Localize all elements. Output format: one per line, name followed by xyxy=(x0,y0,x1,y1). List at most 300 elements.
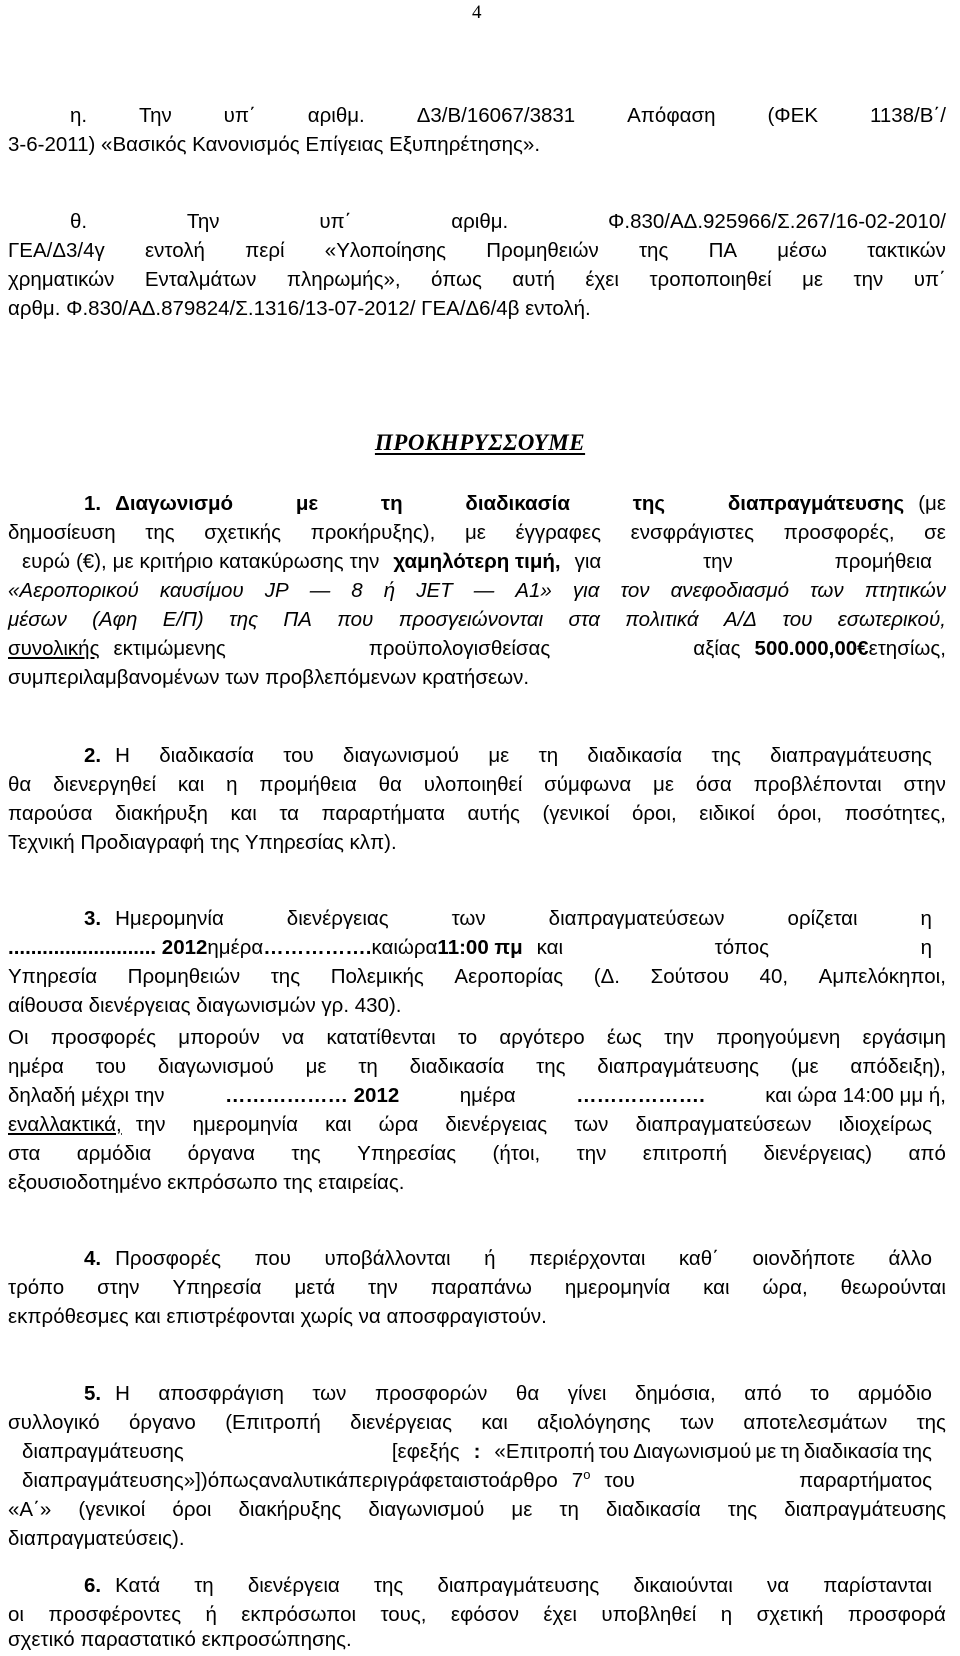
paragraph-3-line-3 xyxy=(8,963,946,991)
paragraph-3-line-8-words xyxy=(136,1111,932,1139)
word: στο xyxy=(467,1469,500,1492)
word: Σούτσου xyxy=(650,965,729,988)
word: Υπηρεσία xyxy=(8,965,98,988)
word: διενέργεια xyxy=(247,1574,340,1597)
word: μετά xyxy=(294,1276,336,1299)
paragraph-3-deadline-day: ………………. xyxy=(576,1084,705,1107)
word: 40, xyxy=(759,965,789,988)
word: σύμφωνα xyxy=(544,773,632,796)
paragraph-5-line-3-a xyxy=(22,1438,460,1466)
paragraph-3-line-2 xyxy=(8,934,946,962)
paragraph-5-line-4-a xyxy=(22,1467,558,1495)
word: διενεργηθεί xyxy=(53,773,157,796)
word: αποτελεσμάτων xyxy=(743,1411,888,1434)
paragraph-4-line-1-words xyxy=(115,1245,932,1273)
word: «Επιτροπή xyxy=(494,1440,595,1463)
section-heading: ΠΡΟΚΗΡΥΣΣΟΥΜΕ xyxy=(374,430,586,455)
word: προσφέροντες xyxy=(48,1603,182,1626)
paragraph-4-line-3: εκπρόθεσμες και επιστρέφονται χωρίς να αποσφραγιστούν. xyxy=(8,1305,547,1328)
word: διαπραγμάτευσης xyxy=(770,744,932,767)
word: αριθμ. xyxy=(451,210,509,233)
word: διακήρυξη xyxy=(115,802,208,825)
word: JET xyxy=(416,579,453,602)
paragraph-3-time-label: ώρα xyxy=(397,936,438,959)
paragraph-3-day-label: ημέρα xyxy=(207,936,264,959)
word: στην xyxy=(97,1276,140,1299)
word: στα xyxy=(8,1142,41,1165)
word: απόδειξη), xyxy=(850,1055,946,1078)
word: καθ΄ xyxy=(678,1247,719,1270)
word: οιονδήποτε xyxy=(752,1247,856,1270)
word: όργανο xyxy=(129,1411,196,1434)
paragraph-5-colon: : xyxy=(473,1440,481,1463)
word: τη xyxy=(194,1574,214,1597)
paragraph-2-line-1-words xyxy=(115,742,932,770)
word: Ημερομηνία xyxy=(115,907,224,930)
word: επιτροπή xyxy=(642,1142,728,1165)
word: ΠΑ xyxy=(708,239,738,262)
word: προϋπολογισθείσας xyxy=(368,637,551,660)
word: διαπραγμάτευσης xyxy=(784,1498,946,1521)
word: (γενικοί xyxy=(542,802,610,825)
word: δικαιούνται xyxy=(633,1574,733,1597)
word: της xyxy=(727,1498,758,1521)
word: το xyxy=(810,1382,830,1405)
word: διαδικασία xyxy=(605,1498,701,1521)
word: αξιολόγησης xyxy=(537,1411,651,1434)
paragraph-2-number: 2. xyxy=(84,744,102,767)
word: Προμηθειών xyxy=(127,965,241,988)
word: κριτήριο xyxy=(139,550,214,573)
word: περί xyxy=(245,239,285,262)
word: την xyxy=(664,1026,694,1049)
item-theta-line-3 xyxy=(8,266,946,294)
paragraph-2-line-4: Τεχνική Προδιαγραφή της Υπηρεσίας κλπ). xyxy=(8,831,397,854)
word: υπ΄ xyxy=(319,210,352,233)
word: Πολεμικής xyxy=(330,965,424,988)
paragraph-2-line-2 xyxy=(8,771,946,799)
word: του xyxy=(598,1440,630,1463)
word: που xyxy=(254,1247,291,1270)
word: προκήρυξης), xyxy=(310,521,436,544)
word: άρθρο xyxy=(499,1469,558,1492)
word: εργάσιμη xyxy=(862,1026,946,1049)
word: προηγούμενη xyxy=(716,1026,841,1049)
word: εφόσον xyxy=(450,1603,519,1626)
word: αυτής xyxy=(467,802,520,825)
word: αποσφράγιση xyxy=(158,1382,284,1405)
word: στα xyxy=(568,608,600,631)
word: αξίας xyxy=(693,637,741,660)
word: η xyxy=(226,773,238,796)
word: διαδικασία xyxy=(159,744,254,767)
word: η. xyxy=(70,104,88,127)
word: θα xyxy=(515,1382,540,1405)
paragraph-3-line-7 xyxy=(8,1082,946,1110)
word: να xyxy=(282,1026,305,1049)
word: της xyxy=(632,492,666,515)
word: όπως xyxy=(431,268,482,291)
word: διαπραγμάτευσης xyxy=(22,1440,184,1463)
word: τη xyxy=(358,1055,378,1078)
word: [εφεξής xyxy=(391,1440,460,1463)
paragraph-6-line-3: σχετικό παραστατικό εκπροσώπησης. xyxy=(8,1628,352,1651)
word: όροι, xyxy=(631,802,677,825)
paragraph-3-date-placeholder: .......................... 2012 xyxy=(8,936,208,959)
word: ενσφράγιστες xyxy=(630,521,754,544)
word: με xyxy=(488,744,510,767)
word: τη xyxy=(780,1440,800,1463)
word: έχει xyxy=(585,268,619,291)
word: διαπραγμάτευσης xyxy=(597,1055,760,1078)
word: 8 xyxy=(351,579,363,602)
word: και xyxy=(481,1411,508,1434)
word: παρίστανται xyxy=(823,1574,932,1597)
paragraph-1-number: 1. xyxy=(84,492,102,515)
word: που xyxy=(337,608,374,631)
word: ανεφοδιασμό xyxy=(670,579,789,602)
word: παραπάνω xyxy=(430,1276,532,1299)
word: Υπηρεσία xyxy=(172,1276,262,1299)
paragraph-5-line-4 xyxy=(8,1467,946,1495)
item-theta-line-1 xyxy=(70,208,946,236)
word: τη xyxy=(559,1498,579,1521)
word: (Αφη xyxy=(92,608,138,631)
word: πληρωμής», xyxy=(286,268,401,291)
paragraph-1-amount: 500.000,00 xyxy=(754,637,858,660)
word: (Επιτροπή xyxy=(225,1411,321,1434)
word: έως xyxy=(606,1026,642,1049)
word: A1» xyxy=(515,579,552,602)
paragraph-1-line-1-tail: (με xyxy=(918,492,946,515)
word: «Αεροπορικού xyxy=(8,579,139,602)
paragraph-5-line-6: διαπραγματεύσεις). xyxy=(8,1527,185,1550)
word: η xyxy=(720,1603,733,1626)
paragraph-1-line-6 xyxy=(8,635,946,663)
word: διαδικασία xyxy=(465,492,570,515)
word: διαδικασία xyxy=(409,1055,505,1078)
word: και xyxy=(325,1113,352,1136)
word: της xyxy=(711,744,741,767)
word: (με xyxy=(790,1055,819,1078)
word: της xyxy=(638,239,669,262)
word: — xyxy=(309,579,331,602)
word: έχει xyxy=(543,1603,577,1626)
word: παρούσα xyxy=(8,802,93,825)
word: αργότερο xyxy=(499,1026,585,1049)
paragraph-5-line-1-words xyxy=(115,1380,932,1408)
word: η xyxy=(920,936,932,959)
word: θα xyxy=(8,773,32,796)
word: Ενταλμάτων xyxy=(144,268,257,291)
word: όροι xyxy=(172,1498,212,1521)
paragraph-1-total-word: συνολικής xyxy=(8,637,100,660)
word: του xyxy=(604,1469,635,1492)
word: διαγωνισμού xyxy=(157,1055,274,1078)
word: όροι, xyxy=(777,802,823,825)
word: την xyxy=(576,1142,607,1165)
word: ημέρα xyxy=(8,1055,64,1078)
word: ημερομηνία xyxy=(192,1113,298,1136)
word: προμήθεια xyxy=(259,773,357,796)
word: αριθμ. xyxy=(307,104,365,127)
word: ΠΑ xyxy=(283,608,312,631)
word: την xyxy=(368,1276,398,1299)
paragraph-1-line-3 xyxy=(8,548,946,576)
word: εντολή xyxy=(145,239,205,262)
paragraph-3-line-10: εξουσιοδοτημένο εκπρόσωπο της εταιρείας. xyxy=(8,1171,405,1194)
word: η xyxy=(920,907,932,930)
word: τα xyxy=(279,802,300,825)
word: Ε/Π) xyxy=(162,608,204,631)
word: τροποποιηθεί xyxy=(649,268,772,291)
paragraph-6-line-2 xyxy=(8,1601,946,1629)
word: Διαγωνισμού xyxy=(633,1440,752,1463)
word: κατατίθενται xyxy=(326,1026,436,1049)
word: της xyxy=(902,1440,932,1463)
word: του xyxy=(95,1055,127,1078)
paragraph-1-lowest-price: χαμηλότερη τιμή, xyxy=(393,550,561,573)
word: της xyxy=(536,1055,566,1078)
word: — xyxy=(473,579,495,602)
paragraph-3-deadline-date: ……………… 2012 xyxy=(224,1084,400,1107)
paragraph-1-line-2 xyxy=(8,519,946,547)
paragraph-3-and: και xyxy=(371,936,398,959)
word: διαπραγματεύσεων xyxy=(548,907,725,930)
word: με xyxy=(511,1498,533,1521)
word: διαγωνισμού xyxy=(343,744,459,767)
paragraph-3-line-5 xyxy=(8,1024,946,1052)
word: το xyxy=(457,1026,478,1049)
word: με xyxy=(464,521,486,544)
word: υπ΄ xyxy=(223,104,256,127)
word: με xyxy=(653,773,674,796)
word: πολιτικά xyxy=(625,608,699,631)
paragraph-3-place-words xyxy=(537,934,932,962)
word: τη xyxy=(538,744,559,767)
word: της xyxy=(373,1574,404,1597)
word: ΓΕΑ/Δ3/4γ xyxy=(8,239,105,262)
word: διενέργειας xyxy=(350,1411,452,1434)
paragraph-3-number: 3. xyxy=(84,907,102,930)
word: Η xyxy=(115,1382,130,1405)
word: συλλογικό xyxy=(8,1411,100,1434)
word: όπως xyxy=(207,1469,259,1492)
word: υλοποιηθεί xyxy=(423,773,523,796)
paragraph-1-currency: € xyxy=(857,637,869,660)
word: προσφορά xyxy=(847,1603,946,1626)
word: εσωτερικού, xyxy=(837,608,946,631)
word: των xyxy=(574,1113,609,1136)
paragraph-3-line-4: αίθουσα διενέργειας διαγωνισμών γρ. 430). xyxy=(8,994,402,1017)
word: διαπραγματεύσεων xyxy=(635,1113,812,1136)
paragraph-5-line-2 xyxy=(8,1409,946,1437)
word: ευρώ xyxy=(22,550,71,573)
word: προβλέπονται xyxy=(753,773,882,796)
word: εκτιμώμενης xyxy=(113,637,226,660)
word: όσα xyxy=(695,773,732,796)
word: διαπραγμάτευσης xyxy=(727,492,905,515)
paragraph-3-line-1 xyxy=(84,905,946,933)
word: με xyxy=(295,492,319,515)
paragraph-4-number: 4. xyxy=(84,1247,102,1270)
word: με xyxy=(755,1440,777,1463)
word: προμήθεια xyxy=(834,550,932,573)
word: έγγραφες xyxy=(515,521,601,544)
word: (ΦΕΚ xyxy=(767,104,818,127)
word: την xyxy=(703,550,733,573)
word: να xyxy=(766,1574,790,1597)
word: των xyxy=(312,1382,347,1405)
word: ειδικοί xyxy=(699,802,755,825)
word: 1138/Β΄/ xyxy=(869,104,946,127)
word: για xyxy=(572,579,600,602)
word: την xyxy=(853,268,884,291)
paragraph-3-deadline-time: και ώρα 14:00 μμ ή, xyxy=(765,1084,946,1107)
paragraph-3-alternatively: εναλλακτικά, xyxy=(8,1113,122,1136)
word: άλλο xyxy=(888,1247,932,1270)
word: δημοσίευση xyxy=(8,521,116,544)
paragraph-5-article-number: $7^o$ xyxy=(571,1467,591,1492)
word: διαδικασία xyxy=(587,744,683,767)
word: ημερομηνία xyxy=(564,1276,671,1299)
word: παραρτήματα xyxy=(321,802,445,825)
word: τον xyxy=(620,579,650,602)
word: σχετικής xyxy=(204,521,281,544)
paragraph-1-line-1 xyxy=(84,490,946,518)
paragraph-1-line-6-words xyxy=(113,635,740,663)
word: ή xyxy=(383,579,396,602)
paragraph-5-line-1 xyxy=(84,1380,946,1408)
word: την xyxy=(135,1113,166,1136)
paragraph-3-line-9 xyxy=(8,1140,946,1168)
paragraph-5-line-5 xyxy=(8,1496,946,1524)
paragraph-1-line-3-a xyxy=(22,548,379,576)
word: μπορούν xyxy=(178,1026,260,1049)
word: και xyxy=(177,773,205,796)
paragraph-5-number: 5. xyxy=(84,1382,102,1405)
word: διαπραγμάτευσης xyxy=(437,1574,600,1597)
word: και xyxy=(536,936,564,959)
word: αρμόδια xyxy=(76,1142,152,1165)
word: μέσων xyxy=(8,608,67,631)
paragraph-3-line-8 xyxy=(8,1111,946,1139)
paragraph-6-line-1 xyxy=(84,1572,946,1600)
word: ή xyxy=(484,1247,496,1270)
word: περιέρχονται xyxy=(529,1247,646,1270)
paragraph-1-line-7: συμπεριλαμβανομένων των προβλεπόμενων κρατήσεων. xyxy=(8,666,530,689)
word: Την xyxy=(139,104,172,127)
word: σε xyxy=(924,521,946,544)
word: διαδικασία xyxy=(803,1440,899,1463)
item-theta-line-2 xyxy=(8,237,946,265)
word: ώρα xyxy=(378,1113,419,1136)
word: εκπρόσωποι xyxy=(241,1603,357,1626)
word: αναλυτικά xyxy=(258,1469,348,1492)
word: τακτικών xyxy=(867,239,946,262)
word: Οι xyxy=(8,1026,29,1049)
word: διαγωνισμού xyxy=(368,1498,485,1521)
word: και xyxy=(230,802,257,825)
paragraph-3-time: 11:00 πμ xyxy=(437,936,523,959)
word: (γενικοί xyxy=(78,1498,146,1521)
word: υποβάλλονται xyxy=(324,1247,451,1270)
word: Προσφορές xyxy=(115,1247,222,1270)
word: περιγράφεται xyxy=(348,1469,468,1492)
word: των xyxy=(451,907,486,930)
word: ή xyxy=(205,1603,217,1626)
word: γίνει xyxy=(567,1382,607,1405)
word: υπ΄ xyxy=(913,268,946,291)
word: (ήτοι, xyxy=(492,1142,541,1165)
word: παραρτήματος xyxy=(799,1469,932,1492)
word: Απόφαση xyxy=(627,104,716,127)
word: από xyxy=(744,1382,782,1405)
word: την xyxy=(349,550,380,573)
paragraph-3-day-placeholder: ……………. xyxy=(263,936,372,959)
word: διενέργειας) xyxy=(763,1142,873,1165)
word: διακήρυξης xyxy=(238,1498,342,1521)
paragraph-5-line-3-b xyxy=(494,1438,932,1466)
paragraph-6-line-1-words xyxy=(115,1572,932,1600)
word: υποβληθεί xyxy=(601,1603,697,1626)
word: Την xyxy=(186,210,220,233)
word: ιδιοχείρως xyxy=(838,1113,932,1136)
paragraph-2-line-3 xyxy=(8,800,946,828)
word: της xyxy=(291,1142,321,1165)
word: (Δ. xyxy=(593,965,620,988)
word: με xyxy=(112,550,134,573)
word: (€), xyxy=(75,550,107,573)
word: ορίζεται xyxy=(787,907,858,930)
word: χρηματικών xyxy=(8,268,115,291)
word: διαπραγμάτευσης»]) xyxy=(22,1469,208,1492)
paragraph-1-annually: ετησίως, xyxy=(868,637,946,660)
word: αυτή xyxy=(512,268,555,291)
word: αρμόδιο xyxy=(857,1382,932,1405)
paragraph-1-line-5 xyxy=(8,606,946,634)
word: Α/Δ xyxy=(723,608,758,631)
word: Κατά xyxy=(115,1574,161,1597)
item-eta-line-1 xyxy=(70,102,946,130)
word: Δ3/Β/16067/3831 xyxy=(416,104,576,127)
word: από xyxy=(908,1142,946,1165)
paragraph-1-line-3-b xyxy=(575,548,932,576)
word: ώρα, xyxy=(762,1276,808,1299)
word: των xyxy=(679,1411,715,1434)
word: της xyxy=(145,521,175,544)
word: Η xyxy=(115,744,130,767)
word: Διαγωνισμό xyxy=(115,492,234,515)
word: μέσω xyxy=(777,239,827,262)
word: Φ.830/ΑΔ.925966/Σ.267/16-02-2010/ xyxy=(608,210,946,233)
paragraph-1-bold-lead xyxy=(115,490,904,518)
word: Υπηρεσίας xyxy=(357,1142,457,1165)
word: Αμπελόκηποι, xyxy=(818,965,946,988)
word: ποσότητες, xyxy=(844,802,946,825)
word: τη xyxy=(380,492,403,515)
paragraph-4-line-1 xyxy=(84,1245,946,1273)
word: Προμηθειών xyxy=(486,239,599,262)
word: προσγειώνονται xyxy=(398,608,544,631)
word: «Υλοποίησης xyxy=(324,239,447,262)
word: JP xyxy=(264,579,289,602)
word: του xyxy=(283,744,314,767)
item-theta-line-4: αρθμ. Φ.830/ΑΔ.879824/Σ.1316/13-07-2012/ ΓΕΑ/Δ6/4β εντολή. xyxy=(8,297,591,320)
word: σχετική xyxy=(756,1603,824,1626)
word: της xyxy=(229,608,259,631)
word: τρόπο xyxy=(8,1276,65,1299)
